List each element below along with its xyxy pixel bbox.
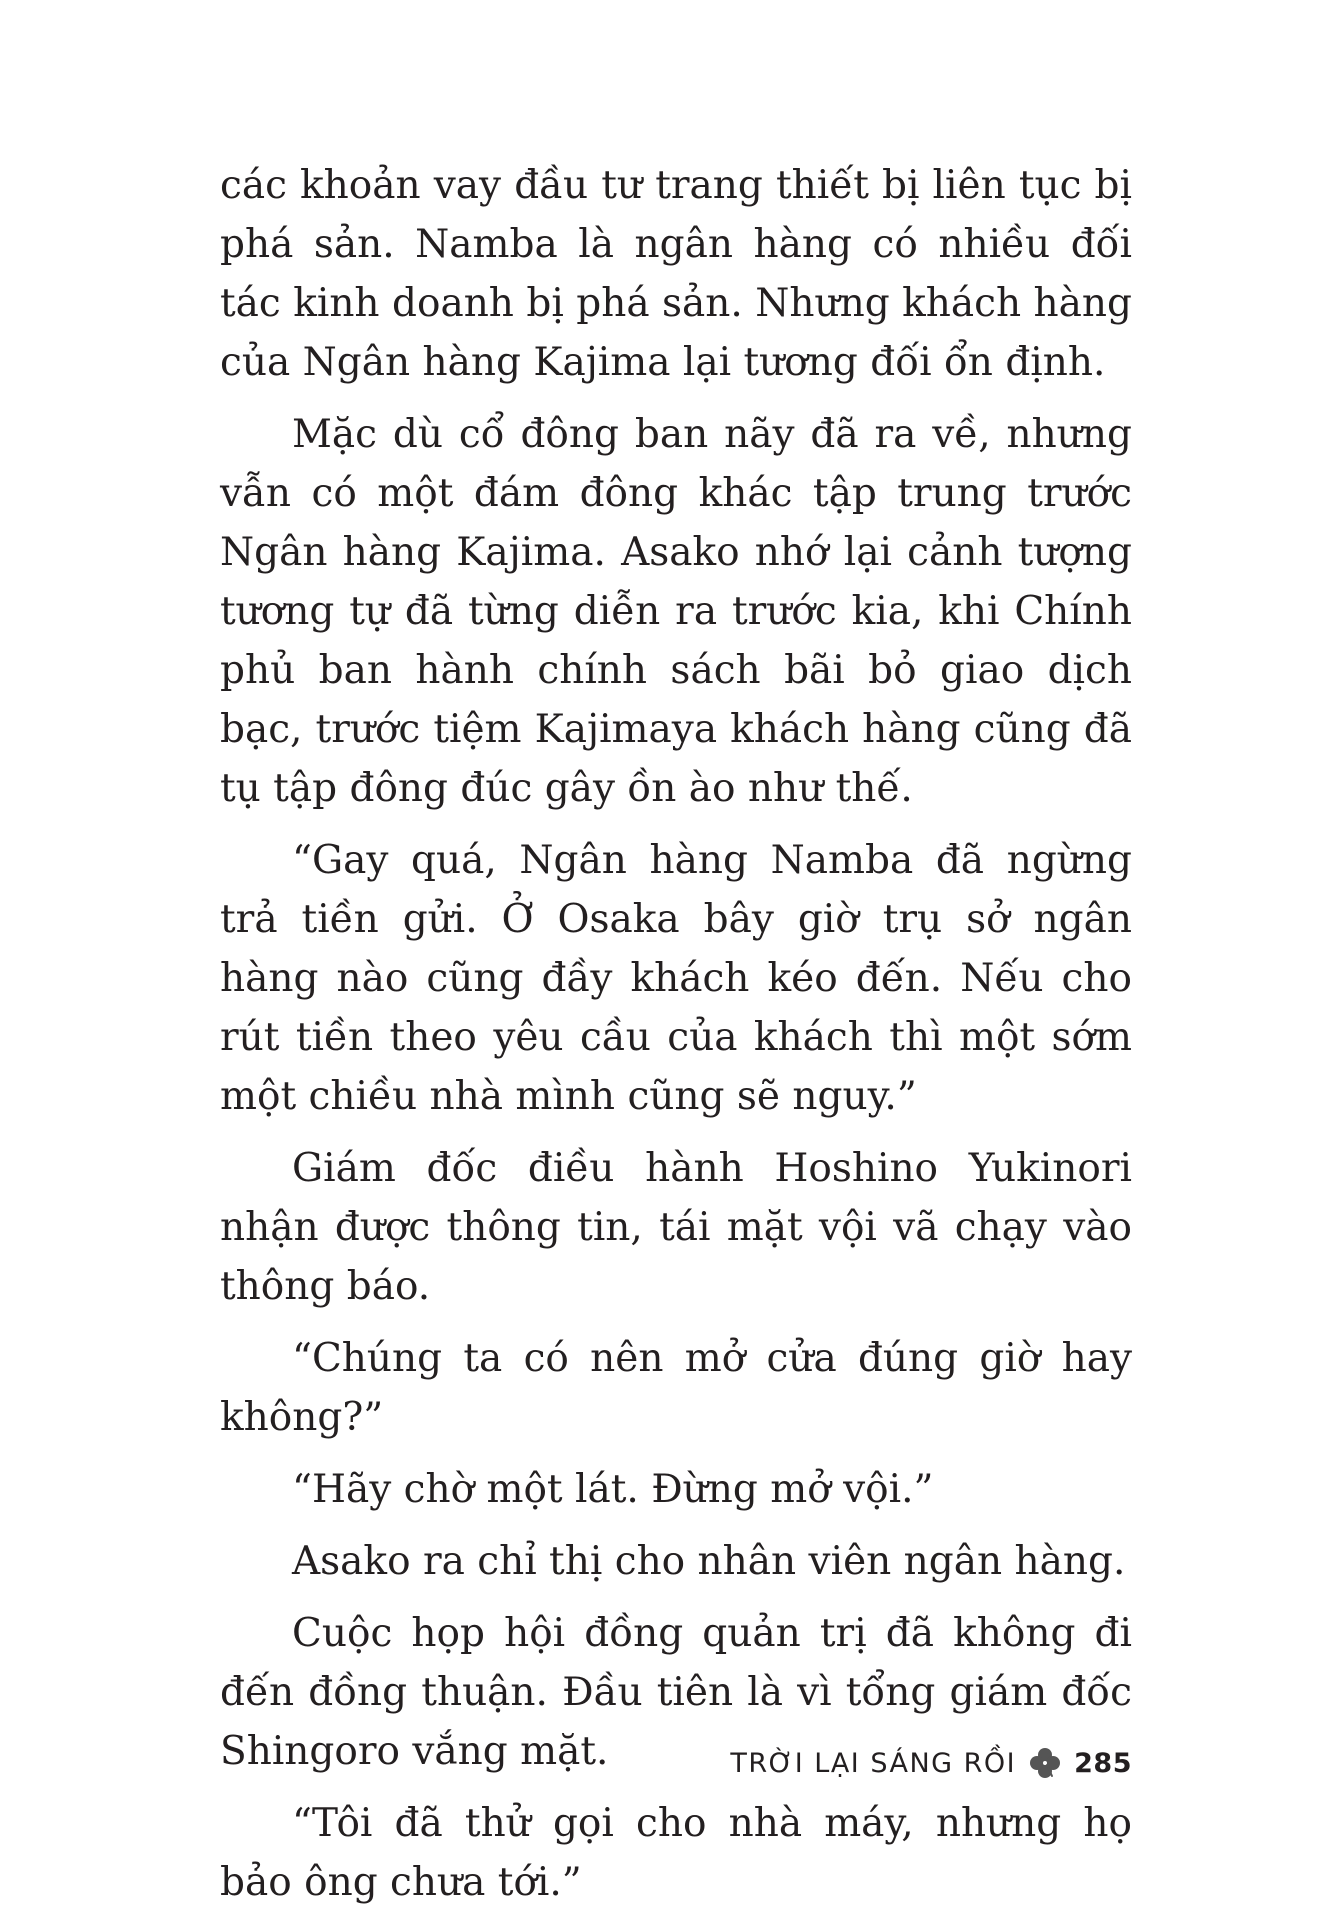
paragraph-5: “Chúng ta có nên mở cửa đúng giờ hay không?” <box>220 1336 1132 1440</box>
page-body <box>220 156 1132 1925</box>
paragraph-3: “Gay quá, Ngân hàng Namba đã ngừng trả tiền gửi. Ở Osaka bây giờ trụ sở ngân hàng nào cũng đầy khách kéo đến. Nếu cho rút tiền theo yêu cầu của khách thì một sớm một chiều nhà mình cũng sẽ nguy.” <box>220 838 1132 1119</box>
clover-icon <box>1028 1746 1062 1780</box>
paragraph-7: Asako ra chỉ thị cho nhân viên ngân hàng. <box>292 1539 1126 1584</box>
paragraph-6: “Hãy chờ một lát. Đừng mở vội.” <box>292 1467 934 1512</box>
paragraph-4: Giám đốc điều hành Hoshino Yukinori nhận được thông tin, tái mặt vội vã chạy vào thông báo. <box>220 1146 1132 1309</box>
page-number: 285 <box>1074 1747 1132 1779</box>
paragraph-8: Cuộc họp hội đồng quản trị đã không đi đến đồng thuận. Đầu tiên là vì tổng giám đốc Shingoro vắng mặt. <box>220 1611 1132 1774</box>
page-footer <box>730 1746 1132 1780</box>
paragraph-2: Mặc dù cổ đông ban nãy đã ra về, nhưng vẫn có một đám đông khác tập trung trước Ngân hàng Kajima. Asako nhớ lại cảnh tượng tương tự đã từng diễn ra trước kia, khi Chính phủ ban hành chính sách bãi bỏ giao dịch bạc, trước tiệm Kajimaya khách hàng cũng đã tụ tập đông đúc gây ồn ào như thế. <box>220 412 1132 811</box>
running-title: TRỜI LẠI SÁNG RỒI <box>730 1747 1017 1779</box>
paragraph-9: “Tôi đã thử gọi cho nhà máy, nhưng họ bảo ông chưa tới.” <box>220 1801 1132 1905</box>
paragraph-1: các khoản vay đầu tư trang thiết bị liên tục bị phá sản. Namba là ngân hàng có nhiều đối tác kinh doanh bị phá sản. Nhưng khách hàng của Ngân hàng Kajima lại tương đối ổn định. <box>220 163 1132 385</box>
